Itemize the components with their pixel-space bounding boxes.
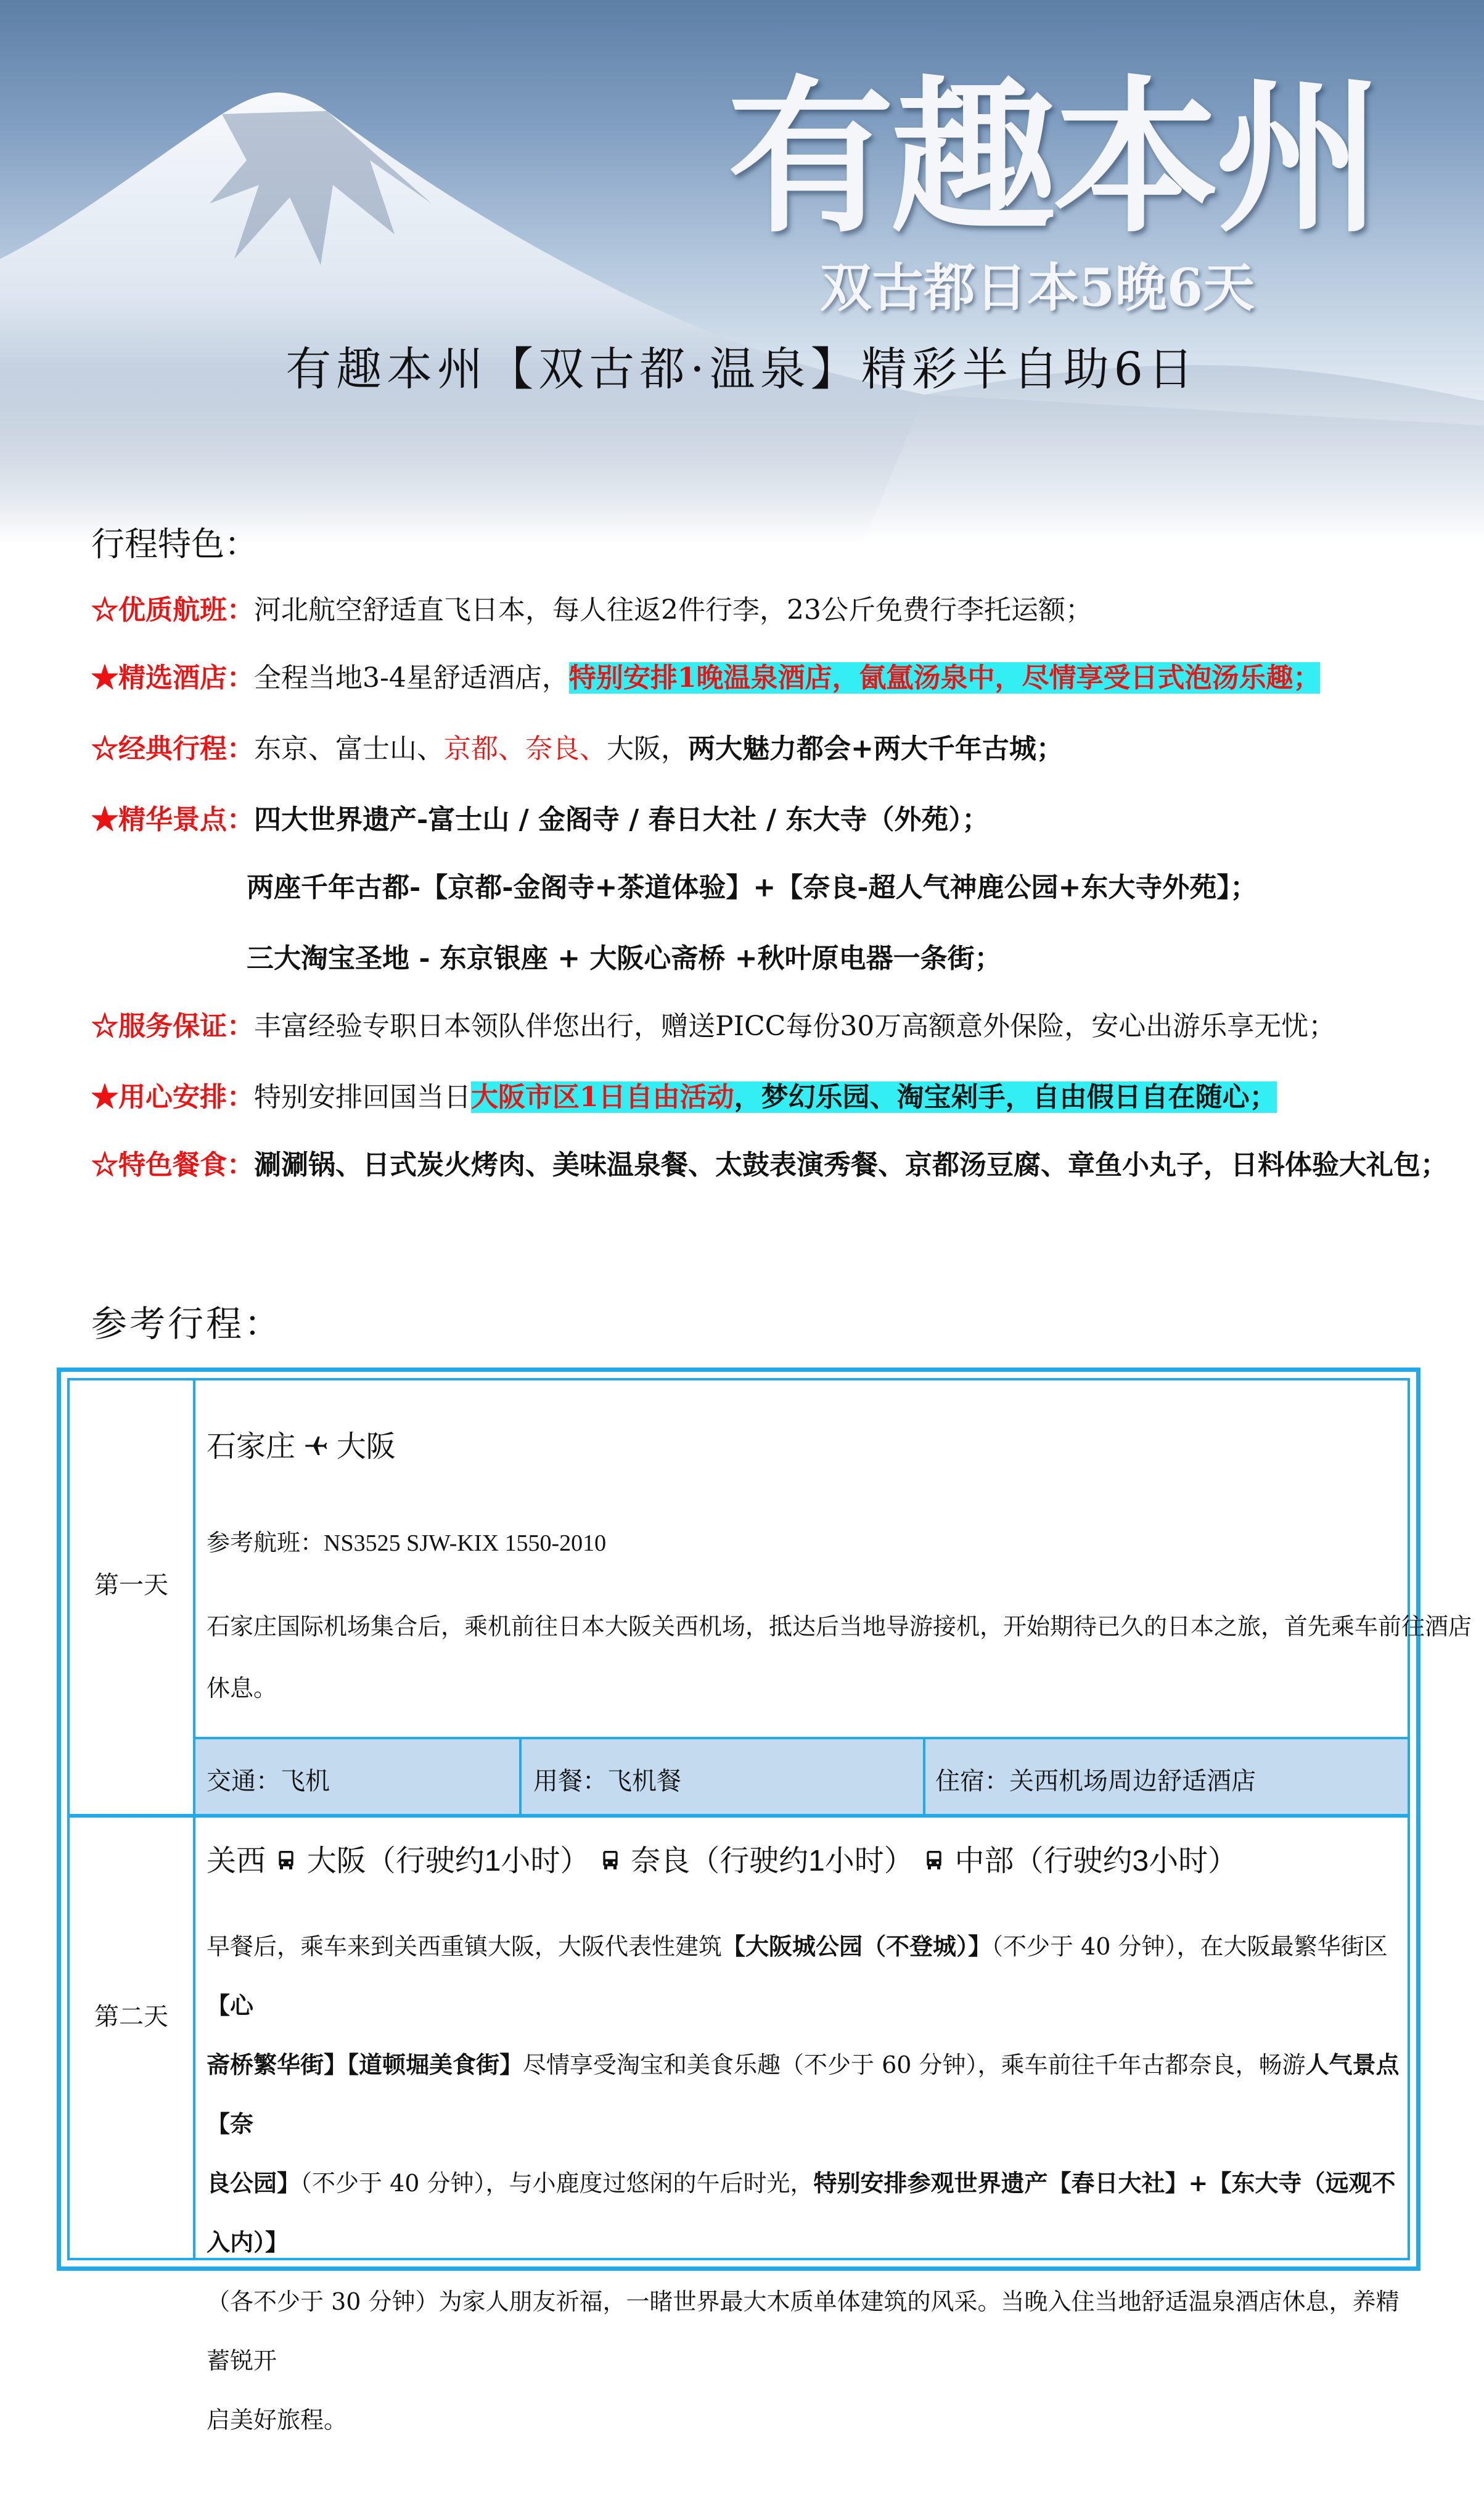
- feature-route-text-red: 京都、奈良、: [444, 733, 607, 765]
- itinerary-table-inner: [67, 1378, 1472, 2434]
- day2-l2b: 尽情享受淘宝和美食乐趣（不少于 60 分钟），乘车前往千年古都奈良，畅游: [523, 2051, 1306, 2078]
- feature-sights-line1: 四大世界遗产-富士山 / 金阁寺 / 春日大社 / 东大寺（外苑）；: [254, 804, 990, 835]
- features-heading: 行程特色：: [91, 525, 258, 564]
- day1-info-divider-2: [923, 1739, 925, 1814]
- feature-route: [91, 731, 1064, 768]
- feature-care-highlight-black: ，梦幻乐园、淘宝剁手，自由假日自在随心；: [734, 1081, 1277, 1113]
- feature-sights: [91, 802, 989, 839]
- day2-desc-line2: [207, 2035, 1409, 2154]
- day-column-divider: [193, 1380, 195, 2258]
- bus-icon: [274, 1846, 298, 1880]
- feature-route-label: ☆经典行程：: [91, 733, 254, 765]
- day2-route-nara: 奈良（行驶约1小时）: [631, 1845, 914, 1877]
- feature-hotel-highlight: 特别安排1晚温泉酒店，氤氲汤泉中，尽情享受日式泡汤乐趣；: [568, 662, 1321, 694]
- day2-l3b: （不少于 40 分钟），与小鹿度过悠闲的午后时光，: [300, 2170, 814, 2197]
- feature-hotel-text: 全程当地3-4星舒适酒店，: [254, 662, 569, 694]
- day2-route-chubu: 中部（行驶约3小时）: [954, 1845, 1238, 1877]
- feature-route-text-bold: 两大魅力都会+两大千年古城；: [688, 733, 1064, 765]
- day1-route-to: 大阪: [336, 1430, 396, 1463]
- bus-icon: [598, 1846, 623, 1880]
- feature-care-label: ★用心安排：: [91, 1081, 254, 1113]
- day2-l1a: 早餐后，乘车来到关西重镇大阪，大阪代表性建筑: [207, 1933, 723, 1960]
- day1-stay: 住宿：关西机场周边舒适酒店: [935, 1767, 1256, 1795]
- feature-hotel-label: ★精选酒店：: [91, 662, 254, 694]
- logo-title: 有趣本州: [728, 59, 1379, 255]
- hero-banner: [0, 0, 1484, 543]
- day2-desc-line3: [207, 2154, 1409, 2272]
- day1-desc-2: 休息。: [207, 1675, 277, 1702]
- day1-route: [207, 1422, 396, 1466]
- day2-l3c: 特别安排参观世界遗产【春日大社】+【东大寺（远观不入内）】: [207, 2169, 1396, 2256]
- day1-flight: 参考航班：NS3525 SJW-KIX 1550-2010: [207, 1530, 607, 1556]
- feature-sights-label: ★精华景点：: [91, 804, 254, 835]
- day1-route-from: 石家庄: [207, 1430, 296, 1463]
- itinerary-table: [57, 1368, 1472, 2434]
- day2-l2a: 斋桥繁华街】【道顿堀美食街】: [207, 2051, 523, 2078]
- feature-food: [91, 1147, 1448, 1184]
- feature-flight-text: 河北航空舒适直飞日本，每人往返2件行李，23公斤免费行李托运额；: [254, 594, 1093, 626]
- feature-care: [91, 1079, 1277, 1116]
- day2-description: [207, 1917, 1409, 2450]
- feature-sights-line2: 两座千年古都-【京都-金阁寺+茶道体验】+【奈良-超人气神鹿公园+东大寺外苑】；: [247, 872, 1258, 903]
- feature-care-text: 特别安排回国当日: [254, 1081, 471, 1113]
- day1-label: 第一天: [94, 1572, 168, 1599]
- day2-label: 第二天: [94, 2003, 168, 2030]
- day2-desc-line5: 启美好旅程。: [207, 2406, 348, 2434]
- bus-icon: [922, 1846, 946, 1880]
- day1-meal: 用餐：飞机餐: [533, 1767, 681, 1795]
- feature-flight: [91, 592, 1093, 629]
- feature-route-text-b: 大阪，: [607, 733, 688, 765]
- airplane-icon: [303, 1432, 328, 1466]
- day2-route: [207, 1837, 1237, 1880]
- day2-route-kansai: 关西: [207, 1845, 266, 1877]
- day2-l2c: 人气景点【奈: [207, 2051, 1400, 2138]
- day2-route-osaka: 大阪（行驶约1小时）: [306, 1845, 590, 1877]
- feature-sights-line3: 三大淘宝圣地 - 东京银座 + 大阪心斋桥 +秋叶原电器一条街；: [247, 943, 1002, 974]
- itinerary-heading: 参考行程：: [91, 1303, 283, 1345]
- feature-food-text: 涮涮锅、日式炭火烤肉、美味温泉餐、太鼓表演秀餐、京都汤豆腐、章鱼小丸子，日料体验大礼包；: [254, 1149, 1448, 1181]
- feature-food-label: ☆特色餐食：: [91, 1149, 254, 1181]
- page-title: 有趣本州【双古都·温泉】精彩半自助6日: [285, 343, 1199, 396]
- feature-care-highlight-red: 大阪市区1日自由活动: [471, 1081, 734, 1113]
- row-divider: [70, 1814, 1408, 1818]
- feature-hotel: [91, 660, 1320, 697]
- day2-desc-line4: （各不少于 30 分钟）为家人朋友祈福，一睹世界最大木质单体建筑的风采。当晚入住当地舒适温泉酒店休息，养精蓄锐开: [207, 2288, 1400, 2374]
- day2-l1d: 【心: [207, 1991, 254, 2019]
- feature-flight-label: ☆优质航班：: [91, 594, 254, 626]
- day2-l1b: 【大阪城公园（不登城）】: [722, 1932, 992, 1960]
- day1-transport: 交通：飞机: [207, 1767, 330, 1795]
- day2-l1c: （不少于 40 分钟），在大阪最繁华街区: [991, 1933, 1388, 1960]
- feature-service: [91, 1008, 1335, 1045]
- day2-desc-line1: [207, 1917, 1409, 2035]
- feature-service-label: ☆服务保证：: [91, 1011, 254, 1042]
- day2-l3a: 良公园】: [207, 2169, 301, 2197]
- day1-desc-1: 石家庄国际机场集合后，乘机前往日本大阪关西机场，抵达后当地导游接机，开始期待已久的日本之旅，首先乘车前往酒店: [207, 1613, 1472, 1640]
- feature-route-text-a: 东京、富士山、: [254, 733, 444, 765]
- logo-subtitle: 双古都日本5晚6天: [820, 257, 1255, 318]
- feature-service-text: 丰富经验专职日本领队伴您出行，赠送PICC每份30万高额意外保险，安心出游乐享无忧；: [254, 1011, 1336, 1042]
- day1-info-divider-1: [519, 1739, 522, 1814]
- day1-info-top-line: [195, 1737, 1408, 1739]
